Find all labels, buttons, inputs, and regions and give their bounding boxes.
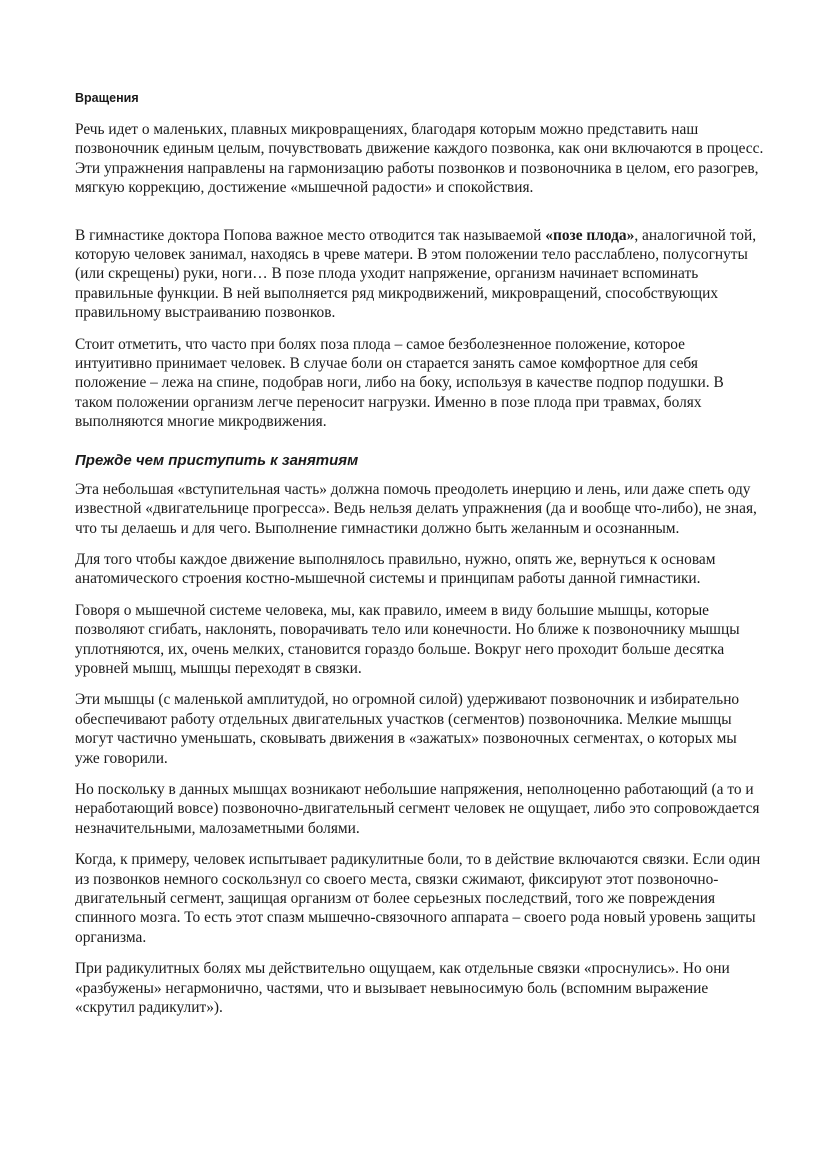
subheading: Прежде чем приступить к занятиям — [75, 451, 359, 469]
body-paragraph-4: Эти мышцы (с маленькой амплитудой, но огромной силой) удерживают позвоночник и избирательно обеспечивают работу отдельных двигательных участков (сегментов) позвоночника. Мелкие мышцы могут частично уменьшать, сковывать движения в «зажатых» позвоночных сегментах, о которых мы уже говорили. — [75, 691, 740, 767]
fetal-pose-text-end: , аналогичной той, которую человек занимал, находясь в чреве матери. В этом положении тело расслаблено, полусогнуты (или скрещены) руки, ноги… В позе плода уходит напряжение, организм начинает вспоминать правильные функции. В ней выполняется ряд микродвижений, микровращений, способствующих правильному выстраиванию позвонков. — [75, 226, 757, 322]
body-paragraph-6: Когда, к примеру, человек испытывает радикулитные боли, то в действие включаются связки. Если один из позвонков немного соскользнул со своего места, связки сжимают, фиксируют этот позвоночно-двигательный сегмент, защищая организм от более серьезных последствий, того же повреждения спинного мозга. То есть этот спазм мышечно-связочного аппарата – своего рода новый уровень защиты организма. — [75, 851, 761, 946]
body-paragraph-2: Для того чтобы каждое движение выполнялось правильно, нужно, опять же, вернуться к основам анатомического строения костно-мышечной системы и принципам работы данной гимнастики. — [75, 550, 716, 588]
body-paragraph-7: При радикулитных болях мы действительно ощущаем, как отдельные связки «проснулись». Но они «разбужены» негармонично, частями, что и вызывает невыносимую боль (вспомним выражение «скрутил радикулит»). — [75, 960, 730, 1017]
fetal-pose-paragraph — [75, 226, 765, 323]
intro-paragraph: Речь идет о маленьких, плавных микровращениях, благодаря которым можно представить наш позвоночник единым целым, почувствовать движение каждого позвонка, как они включаются в процесс. Эти упражнения направлены на гармонизацию работы позвонков и позвоночника в целом, его разогрев, мягкую коррекцию, достижение «мышечной радости» и спокойствия. — [75, 121, 764, 197]
body-paragraph-1: Эта небольшая «вступительная часть» должна помочь преодолеть инерцию и лень, или даже спеть оду известной «двигательнице прогресса». Ведь нельзя делать упражнения (да и вообще что-либо), не зная, что ты делаешь и для чего. Выполнение гимнастики должно быть желанным и осознанным. — [75, 480, 757, 537]
section-title: Вращения — [75, 91, 139, 105]
fetal-pose-term: «позе плода» — [545, 226, 635, 244]
body-paragraph-5: Но поскольку в данных мышцах возникают небольшие напряжения, неполноценно работающий (а то и неработающий вовсе) позвоночно-двигательный сегмент человек не ощущает, либо это сопровождается незначительными, малозаметными болями. — [75, 780, 760, 837]
document-page — [75, 88, 765, 1029]
body-paragraph-3: Говоря о мышечной системе человека, мы, как правило, имеем в виду большие мышцы, которые позволяют сгибать, наклонять, поворачивать тело или конечности. Но ближе к позвоночнику мышцы уплотняются, их, очень мелких, становится гораздо больше. Вокруг него проходит больше десятка уровней мышц, мышцы переходят в связки. — [75, 601, 740, 677]
pain-paragraph: Стоит отметить, что часто при болях поза плода – самое безболезненное положение, которое интуитивно принимает человек. В случае боли он старается занять самое комфортное для себя положение – лежа на спине, подобрав ноги, либо на боку, используя в качестве подпор подушки. В таком положении организм легче переносит нагрузки. Именно в позе плода при травмах, болях выполняются многие микродвижения. — [75, 335, 724, 431]
fetal-pose-text-start: В гимнастике доктора Попова важное место отводится так называемой — [75, 226, 546, 244]
